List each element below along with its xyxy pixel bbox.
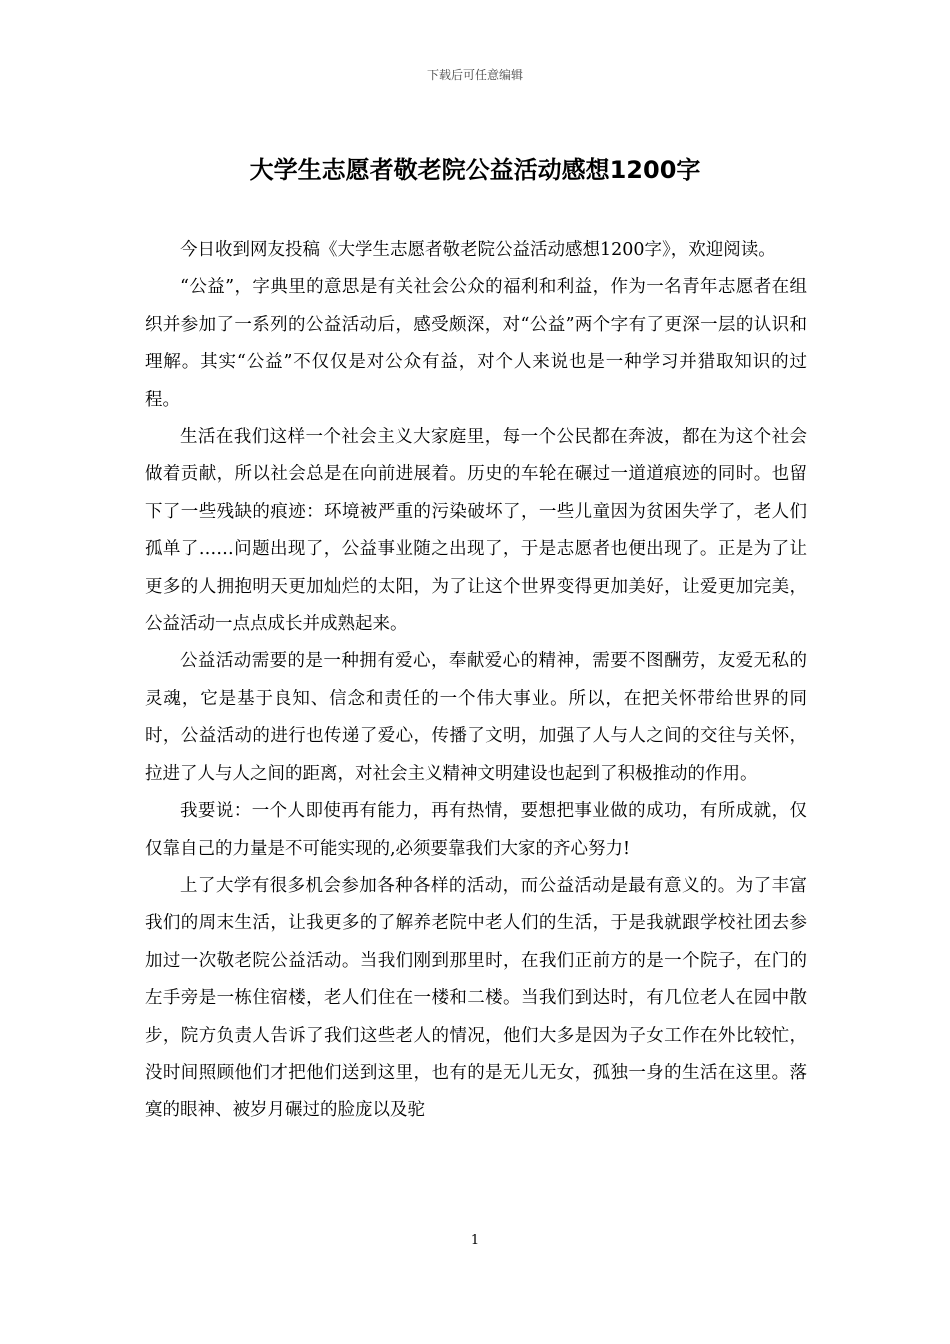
paragraph: 公益活动需要的是一种拥有爱心，奉献爱心的精神，需要不图酬劳，友爱无私的灵魂，它是基于良知、信念和责任的一个伟大事业。所以，在把关怀带给世界的同时，公益活动的进行也传递了爱心，传播了文明，加强了人与人之间的交往与关怀，拉进了人与人之间的距离，对社会主义精神文明建设也起到了积极推动的作用。 bbox=[145, 651, 807, 784]
header-note: 下载后可任意编辑 bbox=[426, 68, 523, 82]
paragraph: 我要说：一个人即使再有能力，再有热情，要想把事业做的成功，有所成就，仅仅靠自己的力量是不可能实现的,必须要靠我们大家的齐心努力! bbox=[145, 801, 807, 859]
paragraph: “公益”，字典里的意思是有关社会公众的福利和利益，作为一名青年志愿者在组织并参加了一系列的公益活动后，感受颇深，对“公益”两个字有了更深一层的认识和理解。其实“公益”不仅仅是对公众有益，对个人来说也是一种学习并猎取知识的过程。 bbox=[145, 277, 807, 410]
document-body bbox=[145, 232, 807, 1130]
document-title: 大学生志愿者敬老院公益活动感想1200字 bbox=[249, 156, 701, 184]
paragraph: 上了大学有很多机会参加各种各样的活动，而公益活动是最有意义的。为了丰富我们的周末生活，让我更多的了解养老院中老人们的生活，于是我就跟学校社团去参加过一次敬老院公益活动。当我们刚到那里时，在我们正前方的是一个院子，在门的左手旁是一栋住宿楼，老人们住在一楼和二楼。当我们到达时，有几位老人在园中散步，院方负责人告诉了我们这些老人的情况，他们大多是因为子女工作在外比较忙，没时间照顾他们才把他们送到这里，也有的是无儿无女，孤独一身的生活在这里。落寞的眼神、被岁月碾过的脸庞以及驼 bbox=[145, 875, 807, 1121]
paragraph: 生活在我们这样一个社会主义大家庭里，每一个公民都在奔波，都在为这个社会做着贡献，所以社会总是在向前进展着。历史的车轮在碾过一道道痕迹的同时。也留下了一些残缺的痕迹：环境被严重的污染破坏了，一些儿童因为贫困失学了，老人们孤单了……问题出现了，公益事业随之出现了，于是志愿者也便出现了。正是为了让更多的人拥抱明天更加灿烂的太阳，为了让这个世界变得更加美好，让爱更加完美，公益活动一点点成长并成熟起来。 bbox=[145, 427, 807, 635]
paragraph: 今日收到网友投稿《大学生志愿者敬老院公益活动感想1200字》，欢迎阅读。 bbox=[180, 240, 776, 260]
page-number: 1 bbox=[470, 1233, 480, 1248]
